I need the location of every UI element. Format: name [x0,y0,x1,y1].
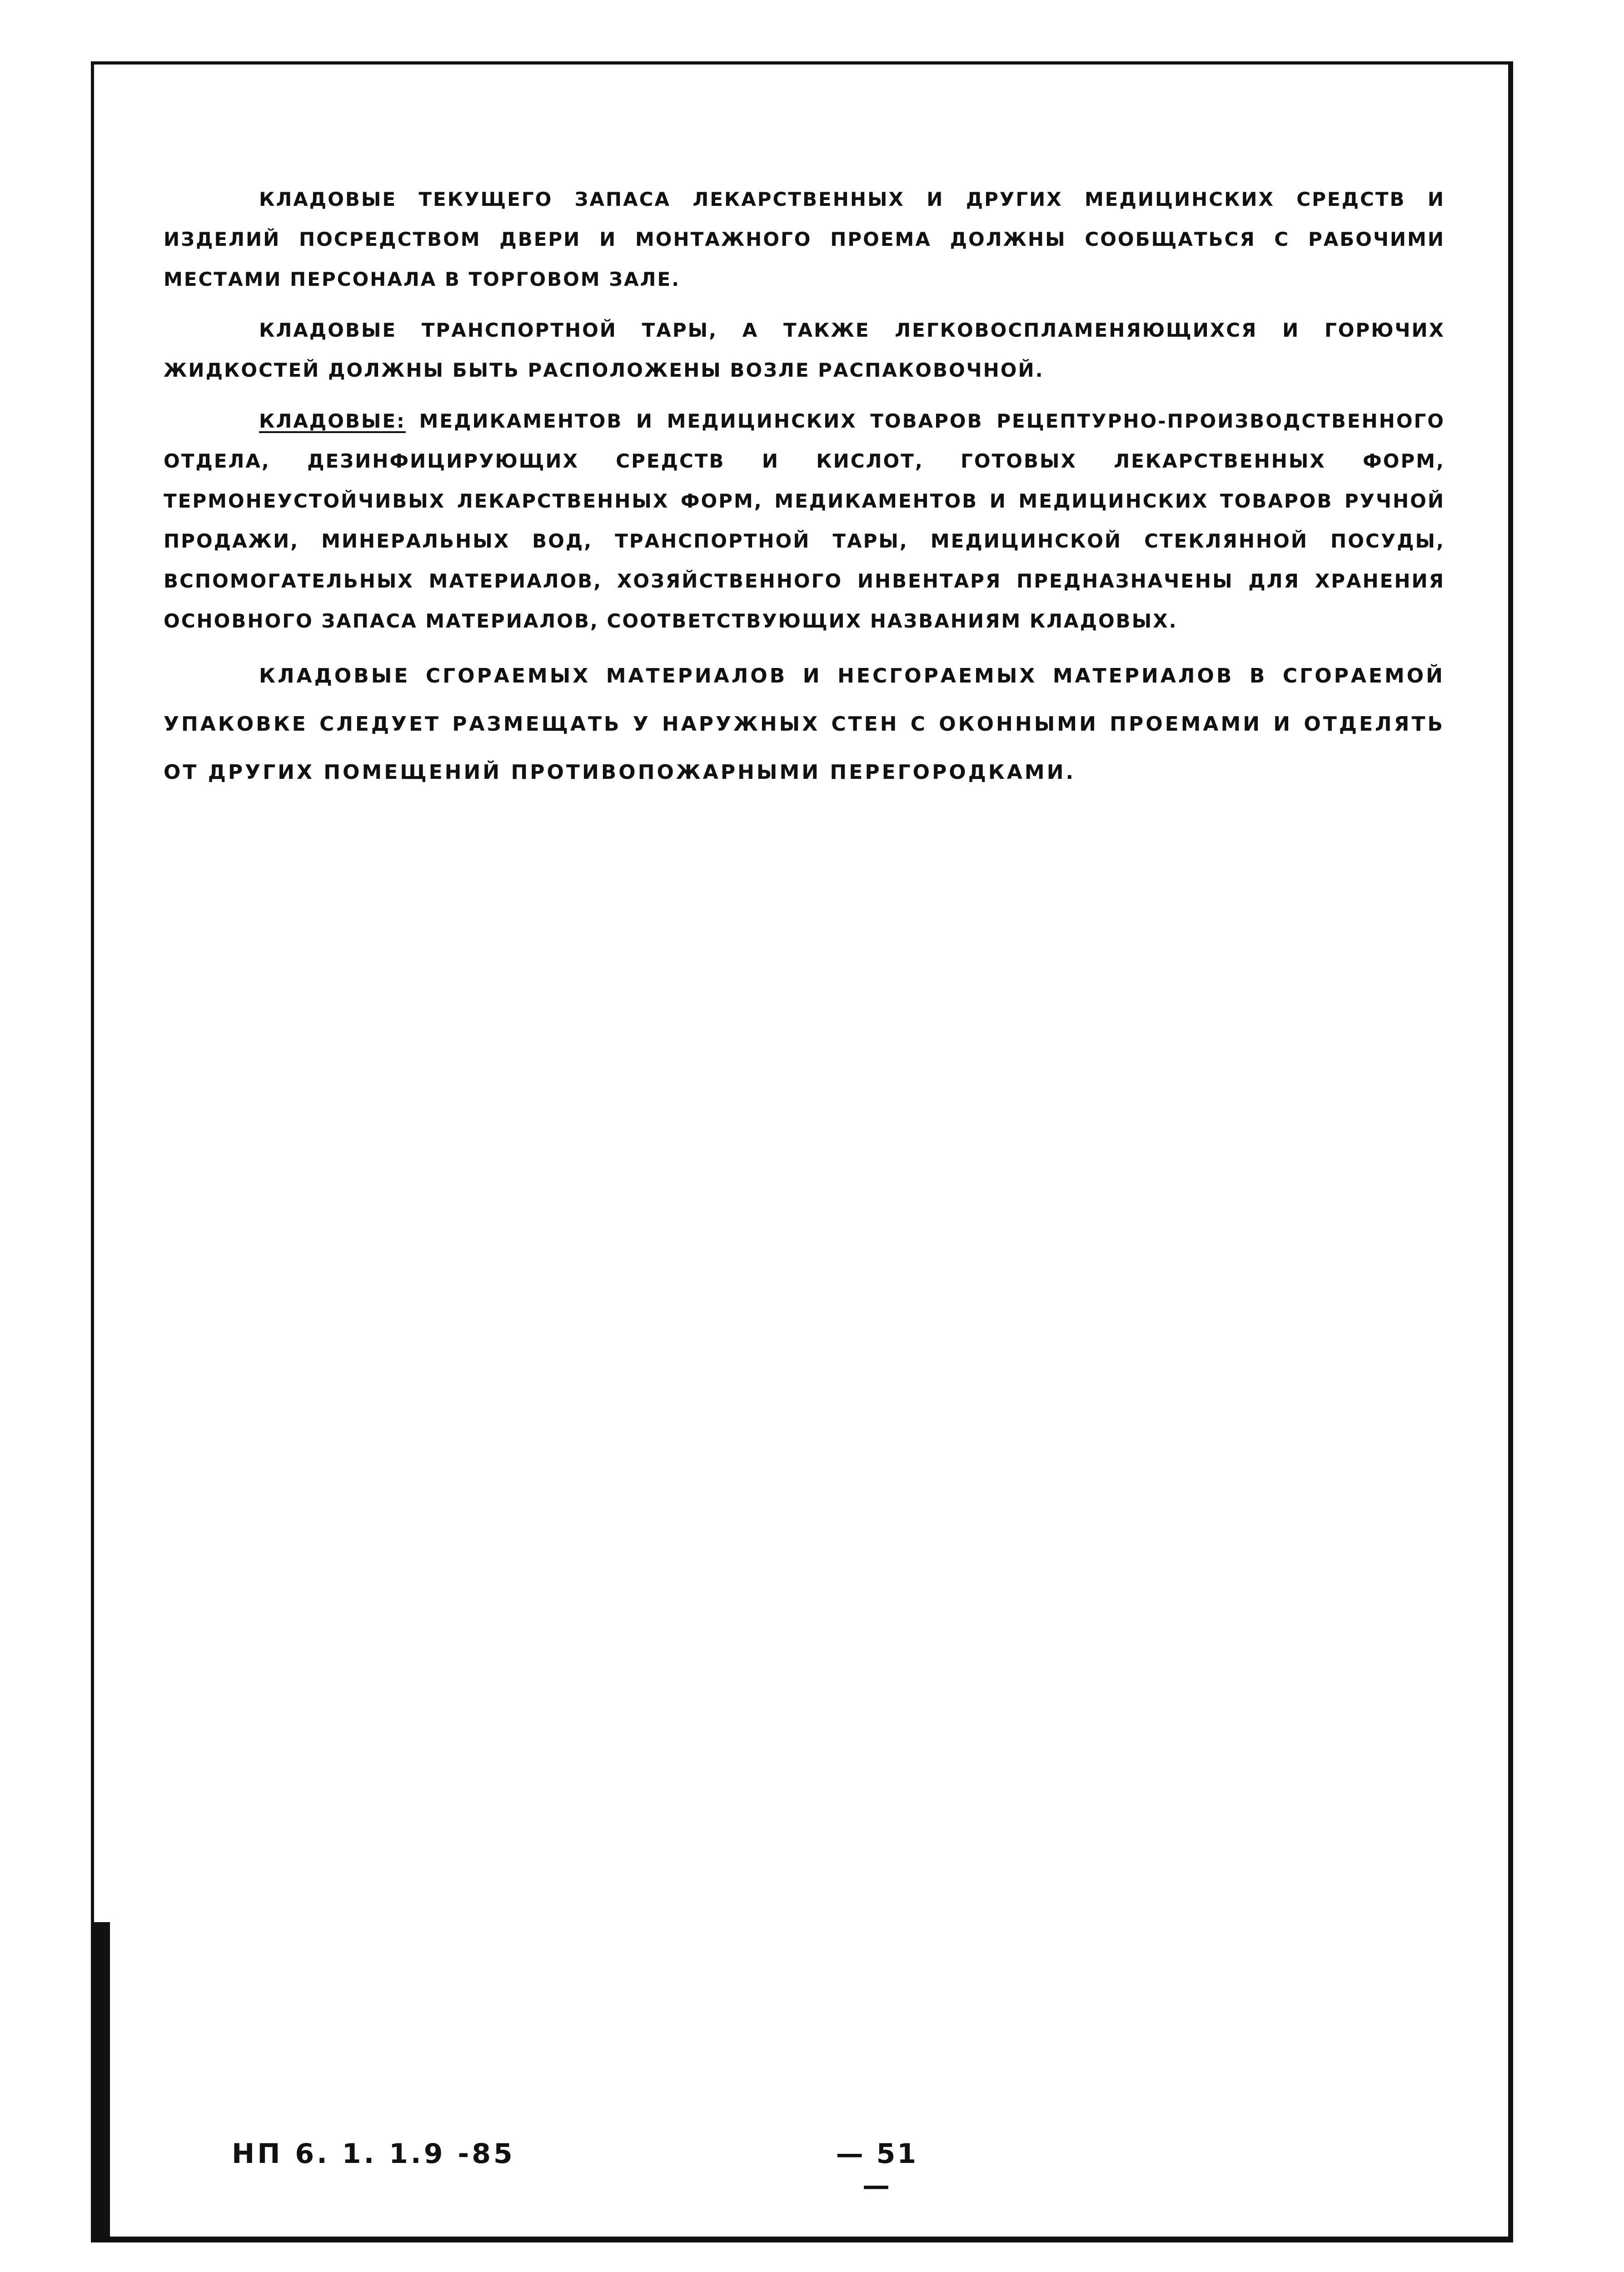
paragraph-2 [164,310,1445,390]
paragraph-3-text: МЕДИКАМЕНТОВ И МЕДИЦИНСКИХ ТОВАРОВ РЕЦЕПТУРНО-ПРОИЗВОДСТВЕННОГО ОТДЕЛА, ДЕЗИНФИЦИРУЮЩИХ СРЕДСТВ И КИСЛОТ, ГОТОВЫХ ЛЕКАРСТВЕННЫХ ФОРМ, ТЕРМОНЕУСТОЙЧИВЫХ ЛЕКАРСТВЕННЫХ ФОРМ, МЕДИКАМЕНТОВ И МЕДИЦИНСКИХ ТОВАРОВ РУЧНОЙ ПРОДАЖИ, МИНЕРАЛЬНЫХ ВОД, ТРАНСПОРТНОЙ ТАРЫ, МЕДИЦИНСКОЙ СТЕКЛЯННОЙ ПОСУДЫ, ВСПОМОГАТЕЛЬНЫХ МАТЕРИАЛОВ, ХОЗЯЙСТВЕННОГО ИНВЕНТАРЯ ПРЕДНАЗНАЧЕНЫ ДЛЯ ХРАНЕНИЯ ОСНОВНОГО ЗАПАСА МАТЕРИАЛОВ, СООТВЕТСТВУЮЩИХ НАЗВАНИЯМ КЛАДОВЫХ. [164,410,1445,632]
page-number: — 51 — [836,2138,918,2202]
paragraph-3 [164,401,1445,641]
paragraph-4 [164,652,1445,797]
binding-strip [91,1922,110,2242]
paragraph-3-lead: КЛАДОВЫЕ: [259,410,406,432]
paragraph-2-text: КЛАДОВЫЕ ТРАНСПОРТНОЙ ТАРЫ, А ТАКЖЕ ЛЕГКОВОСПЛАМЕНЯЮЩИХСЯ И ГОРЮЧИХ ЖИДКОСТЕЙ ДОЛЖНЫ БЫТЬ РАСПОЛОЖЕНЫ ВОЗЛЕ РАСПАКОВОЧНОЙ. [164,319,1445,381]
paragraph-4-text: КЛАДОВЫЕ СГОРАЕМЫХ МАТЕРИАЛОВ И НЕСГОРАЕМЫХ МАТЕРИАЛОВ В СГОРАЕМОЙ УПАКОВКЕ СЛЕДУЕТ РАЗМЕЩАТЬ У НАРУЖНЫХ СТЕН С ОКОННЫМИ ПРОЕМАМИ И ОТДЕЛЯТЬ ОТ ДРУГИХ ПОМЕЩЕНИЙ ПРОТИВОПОЖАРНЫМИ ПЕРЕГОРОДКАМИ. [164,664,1445,784]
paragraph-1-text: КЛАДОВЫЕ ТЕКУЩЕГО ЗАПАСА ЛЕКАРСТВЕННЫХ И ДРУГИХ МЕДИЦИНСКИХ СРЕДСТВ И ИЗДЕЛИЙ ПОСРЕДСТВОМ ДВЕРИ И МОНТАЖНОГО ПРОЕМА ДОЛЖНЫ СООБЩАТЬСЯ С РАБОЧИМИ МЕСТАМИ ПЕРСОНАЛА В ТОРГОВОМ ЗАЛЕ. [164,188,1445,290]
document-code: НП 6. 1. 1.9 -85 [232,2138,515,2170]
document-body [164,179,1445,797]
paragraph-1 [164,179,1445,299]
